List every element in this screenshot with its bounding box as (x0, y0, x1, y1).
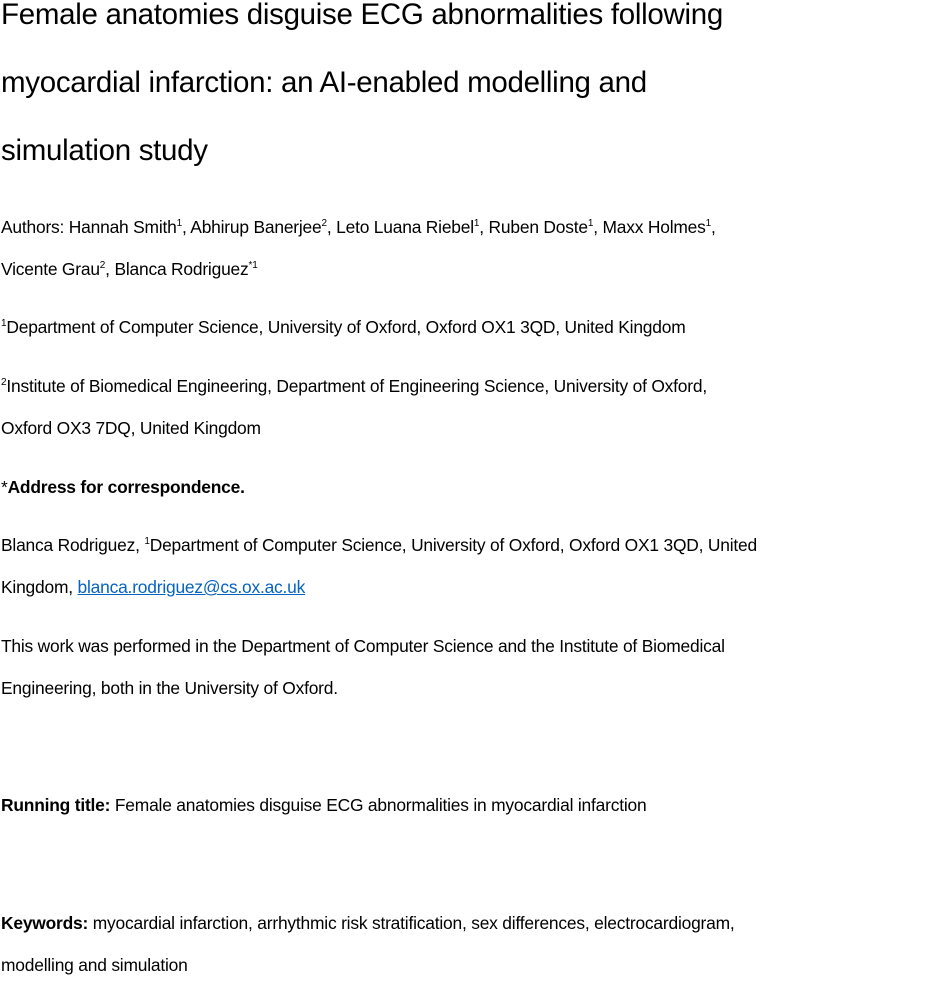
author: Hannah Smith (68, 217, 177, 237)
author-sup: 2 (321, 218, 327, 229)
paper-title (1, 0, 723, 185)
author: Leto Luana Riebel (336, 217, 474, 237)
title-line: simulation study (1, 134, 208, 167)
name: Blanca Rodriguez, (1, 535, 145, 555)
author-sup: *1 (248, 260, 258, 271)
author-sup: 1 (176, 218, 182, 229)
affiliation-text: Department of Computer Science, University of Oxford, Oxford OX1 3QD, United Kingdom (6, 317, 686, 337)
author-sup: 1 (587, 218, 594, 229)
address: Department of Computer Science, University of Oxford, Oxford OX1 3QD, United (149, 535, 757, 555)
affiliation-sup: 2 (1, 377, 7, 388)
email-link[interactable]: blanca.rodriguez@cs.ox.ac.uk (77, 577, 306, 597)
author-sup: 1 (473, 218, 480, 229)
affiliation-sup: 1 (1, 318, 7, 329)
affiliation-1 (1, 306, 686, 348)
correspondence-address (1, 524, 757, 608)
keywords-text: modelling and simulation (1, 955, 188, 975)
author: Ruben Doste (488, 217, 588, 237)
author-sup: 1 (705, 218, 712, 229)
affiliation-text: Institute of Biomedical Engineering, Department of Engineering Science, University of Oxford, (6, 376, 707, 396)
author: Vicente Grau (1, 259, 100, 279)
authors-label: Authors: (1, 217, 69, 237)
sup: 1 (144, 536, 150, 547)
statement-line: This work was performed in the Department of Computer Science and the Institute of Biomedical (1, 636, 725, 656)
asterisk: * (1, 477, 8, 497)
work-statement (1, 625, 725, 709)
keywords-label: Keywords: (1, 913, 89, 933)
affiliation-text: Oxford OX3 7DQ, United Kingdom (1, 418, 261, 438)
title-line: Female anatomies disguise ECG abnormalities following (1, 0, 723, 31)
address: Kingdom, (1, 577, 78, 597)
heading: Address for correspondence. (7, 477, 245, 497)
author: Blanca Rodriguez (114, 259, 249, 279)
keywords (1, 902, 735, 986)
author: Abhirup Banerjee (190, 217, 322, 237)
running-title-label: Running title: (1, 795, 111, 815)
author-sup: 2 (99, 260, 106, 271)
statement-line: Engineering, both in the University of Oxford. (1, 678, 338, 698)
authors: Authors: Hannah Smith$^1$, Abhirup Banerjee$^2$, Leto Luana Riebel$^1$, Ruben Doste$^1$, Maxx Holmes$^1$, Vicente Grau$^2$, Blanca Rodriguez$^{*1}$ (1, 217, 716, 279)
title-line: myocardial infarction: an AI-enabled modelling and (1, 66, 647, 99)
running-title-text: Female anatomies disguise ECG abnormalities in myocardial infarction (110, 795, 647, 815)
keywords-text: myocardial infarction, arrhythmic risk stratification, sex differences, electrocardiogram, (88, 913, 735, 933)
affiliation-2 (1, 365, 707, 449)
author: Maxx Holmes (602, 217, 706, 237)
running-title (1, 784, 646, 826)
correspondence-heading (1, 466, 245, 508)
